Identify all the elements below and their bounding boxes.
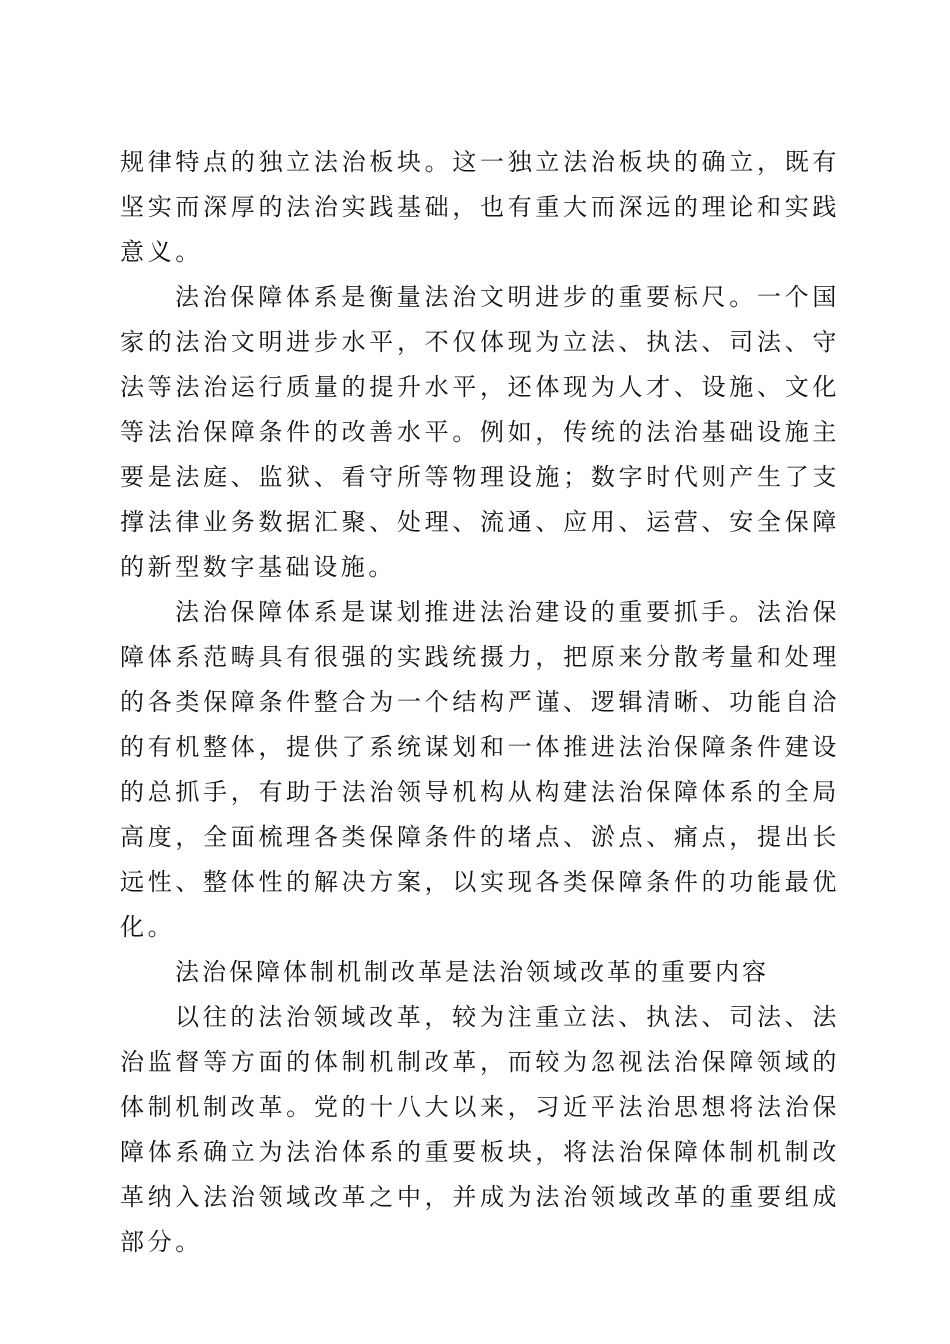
section-heading-reform-content: 法治保障体制机制改革是法治领域改革的重要内容 [175,958,769,986]
paragraph-past-reforms: 以往的法治领域改革，较为注重立法、执法、司法、法治监督等方面的体制机制改革，而较为忽视法治保障领域的体制机制改革。党的十八大以来，习近平法治思想将法治保障体系确立为法治体系的重要板块，将法治保障体制机制改革纳入法治领域改革之中，并成为法治领域改革的重要组成部分。 [120,1003,840,1256]
paragraph-legal-civilization-yardstick: 法治保障体系是衡量法治文明进步的重要标尺。一个国家的法治文明进步水平，不仅体现为立法、执法、司法、守法等法治运行质量的提升水平，还体现为人才、设施、文化等法治保障条件的改善水平。例如，传统的法治基础设施主要是法庭、监狱、看守所等物理设施；数字时代则产生了支撑法律业务数据汇聚、处理、流通、应用、运营、安全保障的新型数字基础设施。 [120,283,840,581]
paragraph-legal-construction-lever: 法治保障体系是谋划推进法治建设的重要抓手。法治保障体系范畴具有很强的实践统摄力，把原来分散考量和处理的各类保障条件整合为一个结构严谨、逻辑清晰、功能自洽的有机整体，提供了系统谋划和一体推进法治保障条件建设的总抓手，有助于法治领导机构从构建法治保障体系的全局高度，全面梳理各类保障条件的堵点、淤点、痛点，提出长远性、整体性的解决方案，以实现各类保障条件的功能最优化。 [120,598,840,941]
paragraph-continuation: 规律特点的独立法治板块。这一独立法治板块的确立，既有坚实而深厚的法治实践基础，也有重大而深远的理论和实践意义。 [120,148,840,266]
document-body [120,140,840,1265]
